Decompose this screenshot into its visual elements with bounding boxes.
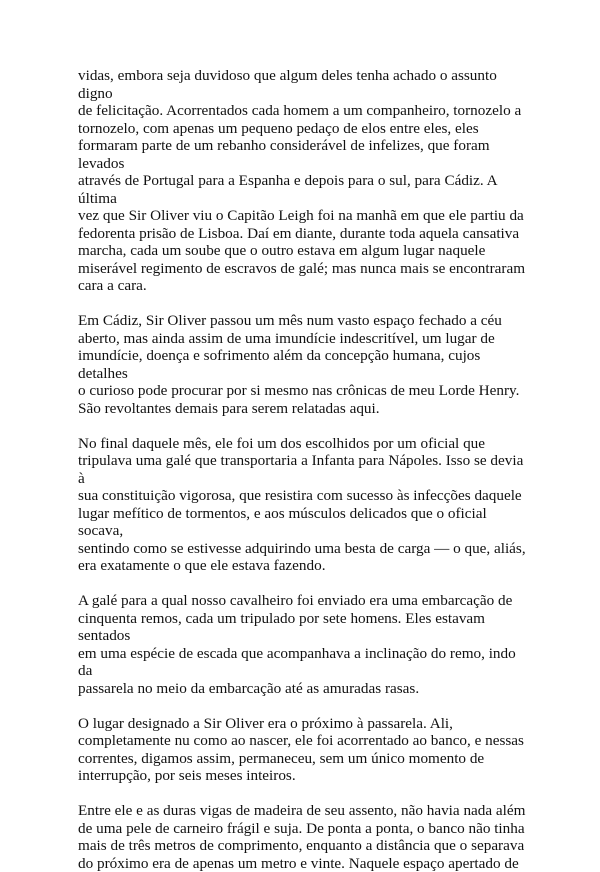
document-page bbox=[78, 67, 530, 872]
paragraph-6: Entre ele e as duras vigas de madeira de seu assento, não havia nada além de uma pele de carneiro frágil e suja. De ponta a ponta, o banco não tinha mais de três metros de comprimento, enquanto a distância que o separava do próximo era de apenas um metro e vinte. Naquele espaço apertado de bbox=[78, 802, 526, 872]
paragraph-1: vidas, embora seja duvidoso que algum deles tenha achado o assunto digno de felicitação. Acorrentados cada homem a um companheiro, tornozelo a tornozelo, com apenas um pequeno pedaço de elos entre eles, eles formaram parte de um rebanho considerável de infelizes, que foram levados através de Portugal para a Espanha e depois para o sul, para Cádiz. A última vez que Sir Oliver viu o Capitão Leigh foi na manhã em que ele partiu da fedorenta prisão de Lisboa. Daí em diante, durante toda aquela cansativa marcha, cada um soube que o outro estava em algum lugar naquele miserável regimento de escravos de galé; mas nunca mais se encontraram cara a cara. bbox=[78, 67, 526, 294]
paragraph-5: O lugar designado a Sir Oliver era o próximo à passarela. Ali, completamente nu como ao nascer, ele foi acorrentado ao banco, e nessas correntes, digamos assim, permaneceu, sem um único momento de interrupção, por seis meses inteiros. bbox=[78, 714, 524, 784]
paragraph-4: A galé para a qual nosso cavalheiro foi enviado era uma embarcação de cinquenta remos, cada um tripulado por sete homens. Eles estavam sentados em uma espécie de escada que acompanhava a inclinação do remo, indo da passarela no meio da embarcação até as amuradas rasas. bbox=[78, 592, 516, 697]
paragraph-3: No final daquele mês, ele foi um dos escolhidos por um oficial que tripulava uma galé que transportaria a Infanta para Nápoles. Isso se devia à sua constituição vigorosa, que resistira com sucesso às infecções daquele lugar mefítico de tormentos, e aos músculos delicados que o oficial socava, sentindo como se estivesse adquirindo uma besta de carga — o que, aliás, era exatamente o que ele estava fazendo. bbox=[78, 434, 526, 574]
paragraph-2: Em Cádiz, Sir Oliver passou um mês num vasto espaço fechado a céu aberto, mas ainda assim de uma imundície indescritível, um lugar de imundície, doença e sofrimento além da concepção humana, cujos detalhes o curioso pode procurar por si mesmo nas crônicas de meu Lorde Henry. São revoltantes demais para serem relatadas aqui. bbox=[78, 312, 520, 417]
